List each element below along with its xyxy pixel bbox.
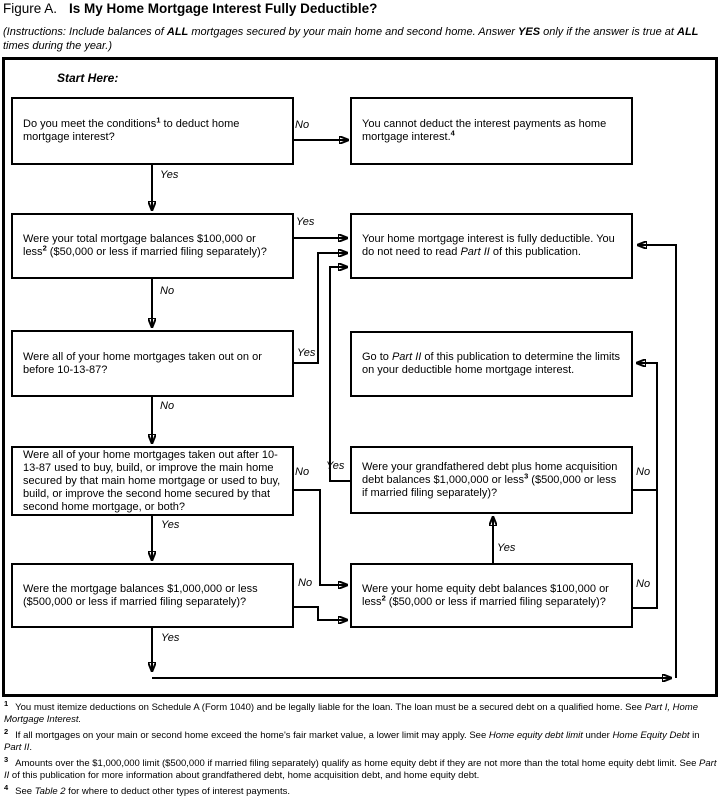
start-here-label: Start Here: [57, 71, 119, 85]
label-q5-yes: Yes [161, 632, 180, 644]
label-r5-yes: Yes [497, 542, 516, 554]
footnote-4-number: 4 [4, 782, 9, 792]
flow-box-home-equity-text: Were your home equity debt balances $100,000 or less$^2$ ($50,000 or less if married filing separately)? [362, 582, 609, 608]
figure-label: Figure A. [3, 1, 58, 16]
flow-box-q4-text: Were all of your home mortgages taken out after 10-13-87 used to buy, build, or improve the main home secured by that main home mortgage or used to buy, build, or improve the second home secured by that second home mortgage, or both? [23, 448, 281, 513]
flow-box-fully-deductible [350, 213, 633, 279]
page-title [3, 1, 377, 16]
flow-box-q3-text: Were all of your home mortgages taken out on or before 10-13-87? [23, 350, 262, 376]
label-q2-yes: Yes [296, 216, 315, 228]
footnote-1-text: You must itemize deductions on Schedule A (Form 1040) and be legally liable for the loan. The loan must be a secured debt on a qualified home. See Part I, Home Mortgage Interest. [4, 702, 699, 725]
figure-heading: Is My Home Mortgage Interest Fully Deductible? [69, 1, 378, 16]
flow-box-cannot-deduct-text: You cannot deduct the interest payments as home mortgage interest.$^4$ [362, 118, 607, 143]
footnote-4-text: See Table 2 for where to deduct other types of interest payments. [15, 786, 290, 797]
flow-box-fully-deductible-text: Your home mortgage interest is fully deductible. You do not need to read Part II of this publication. [362, 233, 615, 258]
footnote-2-number: 2 [4, 726, 9, 736]
label-q4-no: No [295, 466, 310, 478]
flow-box-q5-mortgage-balances [11, 563, 294, 628]
flow-box-home-equity-debt [350, 563, 633, 628]
flow-box-q2-total-balances [11, 213, 294, 279]
footnote-1 [4, 698, 717, 725]
flow-box-q1-conditions [11, 97, 294, 165]
label-q3-no: No [160, 400, 175, 412]
footnote-1-number: 1 [4, 698, 9, 708]
label-q1-no: No [295, 119, 310, 131]
flow-box-cannot-deduct [350, 97, 633, 165]
flow-box-go-part2-text: Go to Part II of this publication to determine the limits on your deductible home mortgage interest. [362, 351, 621, 376]
footnote-3 [4, 754, 717, 781]
label-r4-no: No [636, 466, 651, 478]
footnote-2 [4, 726, 717, 753]
footnotes [4, 698, 717, 803]
flow-box-go-part2 [350, 331, 633, 397]
footnote-4 [4, 782, 717, 798]
label-q3-yes: Yes [297, 347, 316, 359]
flow-box-grandfathered-text: Were your grandfathered debt plus home acquisition debt balances $1,000,000 or less$^3$ ($500,000 or less if married filing separately)? [362, 460, 618, 499]
flow-box-q1-text: Do you meet the conditions$^1$ to deduct home mortgage interest? [23, 115, 240, 143]
footnote-3-number: 3 [4, 754, 9, 764]
flow-box-q4-after-101387 [11, 446, 294, 516]
label-r5-no: No [636, 578, 651, 590]
label-q4-yes: Yes [161, 519, 180, 531]
footnote-3-text: Amounts over the $1,000,000 limit ($500,000 if married filing separately) qualify as home equity debt if they are not more than the total home equity debt limit. See Part II of this publication for more information about grandfathered debt, home acquisition debt, and home equity debt. [4, 758, 717, 781]
label-q1-yes: Yes [160, 169, 179, 181]
label-q5-no: No [298, 577, 313, 589]
flow-box-grandfathered-debt [350, 446, 633, 514]
label-q2-no: No [160, 285, 175, 297]
instructions-text: (Instructions: Include balances of ALL mortgages secured by your main home and second home. Answer YES only if the answer is true at ALL times during the year.) [3, 26, 699, 52]
flow-box-q5-text: Were the mortgage balances $1,000,000 or less ($500,000 or less if married filing separately)? [23, 582, 258, 608]
flow-box-q2-text: Were your total mortgage balances $100,000 or less$^2$ ($50,000 or less if married filing separately)? [23, 233, 267, 258]
flow-box-q3-before-101387 [11, 330, 294, 397]
label-r4-yes: Yes [326, 460, 345, 472]
footnote-2-text: If all mortgages on your main or second home exceed the home's fair market value, a lower limit may apply. See Home equity debt limit under Home Equity Debt in Part II. [4, 730, 700, 753]
